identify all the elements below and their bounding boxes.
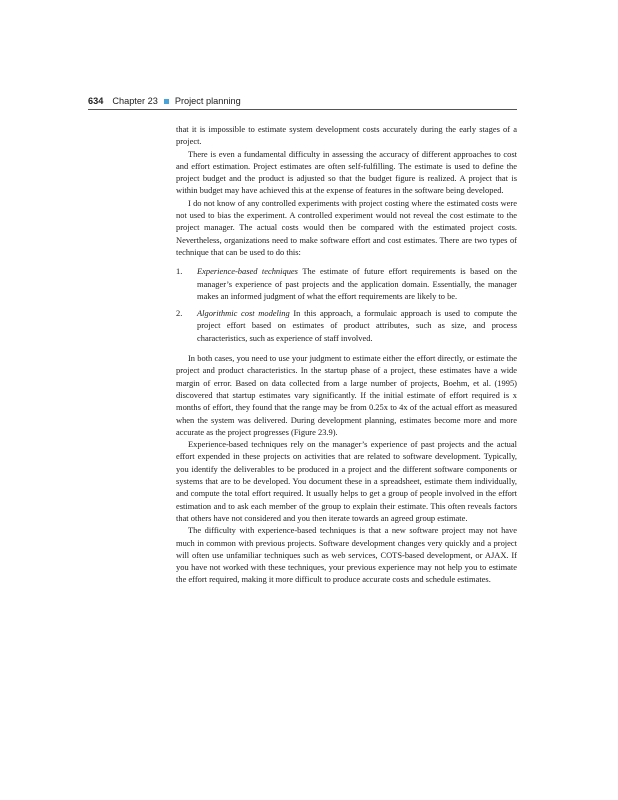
- list-number: 1.: [176, 266, 183, 277]
- paragraph: In both cases, you need to use your judgment to estimate either the effort directly, or estimate the project and product characteristics. In the startup phase of a project, these estimates have a wide margin of error. Based on data collected from a large number of projects, Boehm, et al. (1995) discovered that startup estimates vary significantly. If the initial estimate of effort required is x months of effort, they found that the range may be from 0.25x to 4x of the actual effort as measured when the system was delivered. During development planning, estimates become more and more accurate as the project progresses (Figure 23.9).: [176, 353, 517, 437]
- page-body: [176, 123, 517, 586]
- paragraph: Experience-based techniques rely on the manager’s experience of past projects and the actual effort expended in these projects on activities that are related to software development. Typically, you identify the deliverables to be produced in a project and the different software components or systems that are to be developed. You document these in a spreadsheet, estimate them individually, and compute the total effort required. It usually helps to get a group of people involved in the effort estimation and to ask each member of the group to explain their estimate. This often reveals factors that others have not considered and you then iterate towards an agreed group estimate.: [176, 439, 517, 523]
- list-text: In this approach, a formulaic approach is used to compute the project effort based on estimates of product attributes, such as size, and process characteristics, such as experience of staff involved.: [197, 308, 517, 343]
- list-item: [176, 307, 517, 344]
- list-number: 2.: [176, 308, 183, 319]
- paragraph: There is even a fundamental difficulty in assessing the accuracy of different approaches to cost and effort estimation. Project estimates are often self-fulfilling. The estimate is used to define the project budget and the product is adjusted so that the budget figure is realized. A project that is within budget may have achieved this at the expense of features in the software being developed.: [176, 148, 517, 196]
- paragraph: The difficulty with experience-based techniques is that a new software project may not have much in common with previous projects. Software development changes very quickly and a project will often use unfamiliar techniques such as web services, COTS-based development, or AJAX. If you have not worked with these techniques, your previous experience may not help you to estimate the effort required, making it more difficult to produce accurate costs and schedule estimates.: [176, 525, 517, 585]
- paragraph: I do not know of any controlled experiments with project costing where the estimated costs were not used to bias the experiment. A controlled experiment would not reveal the cost estimate to the project manager. The actual costs would then be compared with the estimated project costs. Nevertheless, organizations need to make software effort and cost estimates. There are two types of technique that can be used to do this:: [176, 197, 517, 257]
- list-item: [176, 265, 517, 302]
- list-term: Algorithmic cost modeling: [197, 308, 294, 319]
- technique-list: [176, 265, 517, 344]
- chapter-label: Chapter 23: [112, 96, 158, 106]
- list-term: Experience-based techniques: [197, 266, 303, 277]
- paragraph: that it is impossible to estimate system development costs accurately during the early stages of a project.: [176, 124, 517, 147]
- square-bullet-icon: [164, 99, 169, 104]
- list-text: The estimate of future effort requirements is based on the manager’s experience of past projects and the application domain. Essentially, the manager makes an informed judgment of what the effort requirements are likely to be.: [197, 266, 517, 301]
- page-number: 634: [88, 96, 104, 106]
- header-rule: [88, 109, 517, 110]
- section-title: Project planning: [174, 96, 241, 106]
- page-header: [88, 94, 516, 108]
